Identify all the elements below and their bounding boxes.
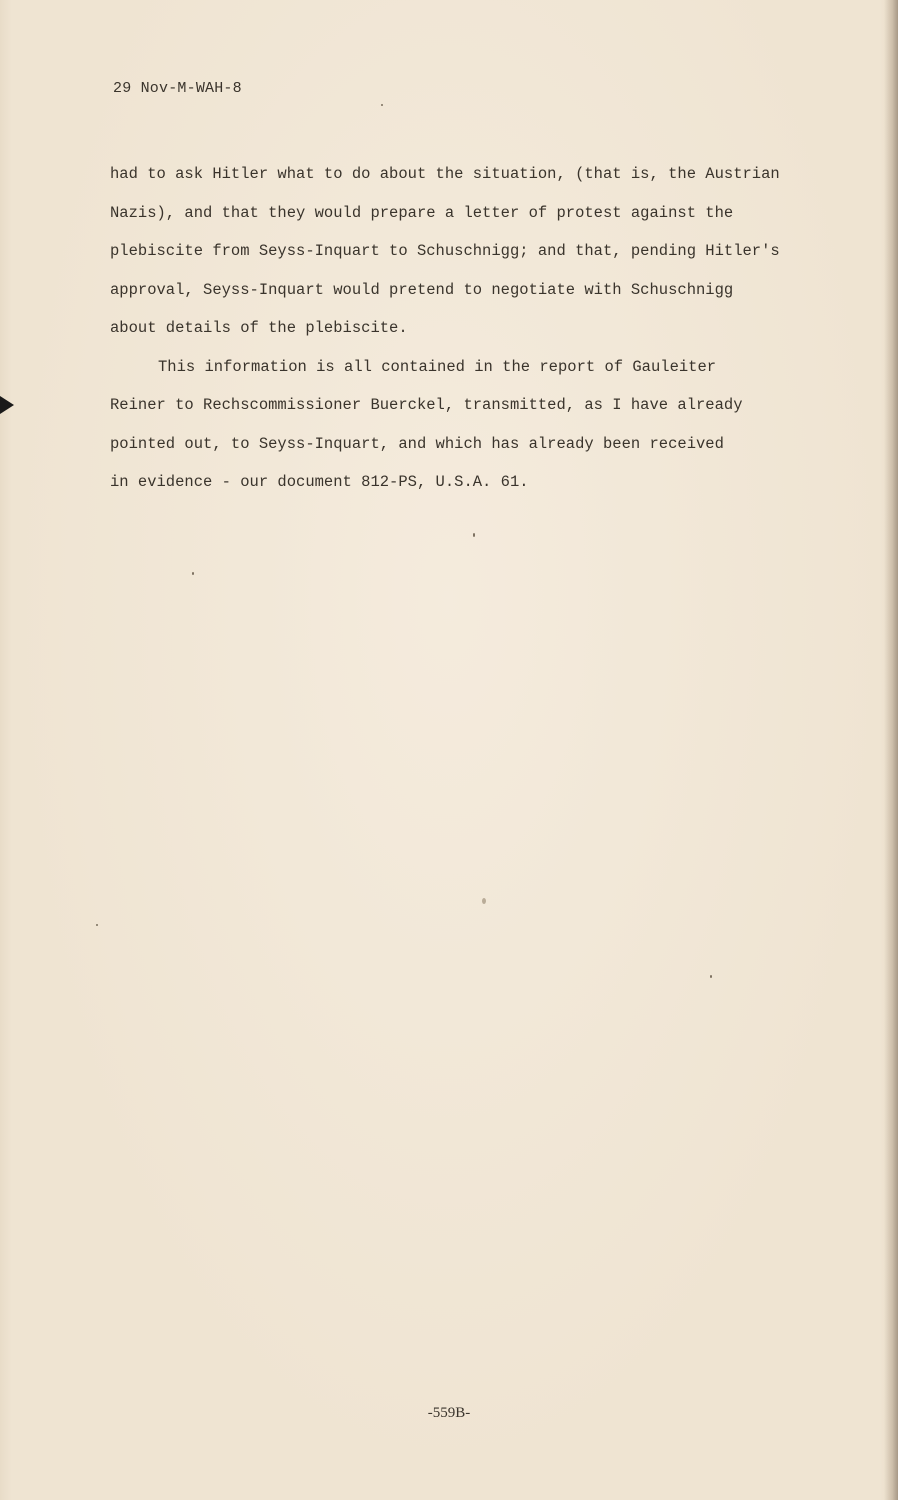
paper-speck [710, 975, 712, 978]
document-header-code: 29 Nov-M-WAH-8 [113, 80, 242, 97]
body-line: approval, Seyss-Inquart would pretend to negotiate with Schuschnigg [110, 280, 734, 299]
body-line: Nazis), and that they would prepare a letter of protest against the [110, 203, 734, 222]
body-line: in evidence - our document 812-PS, U.S.A. 61. [110, 473, 529, 491]
body-line: about details of the plebiscite. [110, 319, 408, 337]
body-line: pointed out, to Seyss-Inquart, and which has already been received [110, 434, 724, 453]
margin-arrow-marker [0, 396, 14, 414]
body-line: Reiner to Rechscommissioner Buerckel, transmitted, as I have already [110, 396, 743, 414]
body-line: had to ask Hitler what to do about the situation, (that is, the Austrian [110, 165, 780, 183]
body-line-paragraph-start: This information is all contained in the report of Gauleiter [158, 357, 717, 376]
body-line: plebiscite from Seyss-Inquart to Schuschnigg; and that, pending Hitler's [110, 242, 780, 260]
page-edge-shadow [884, 0, 898, 1500]
page-number: -559B- [427, 1405, 471, 1421]
paper-speck [482, 898, 486, 904]
paper-speck [96, 924, 98, 926]
paper-speck [192, 572, 194, 575]
paper-speck [381, 104, 383, 106]
paper-speck [473, 533, 475, 537]
document-body [110, 155, 830, 502]
